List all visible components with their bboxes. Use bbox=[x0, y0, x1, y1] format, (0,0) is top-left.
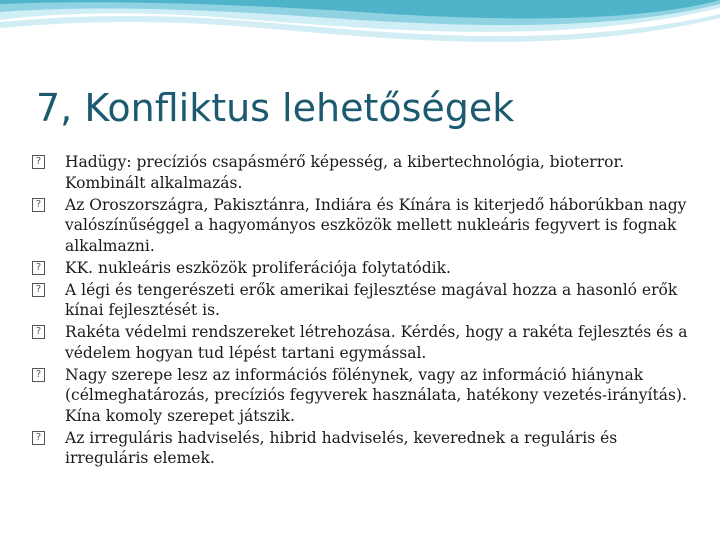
missing-glyph-box-icon: ? bbox=[32, 261, 45, 275]
missing-glyph-box-icon: ? bbox=[32, 155, 45, 169]
bullet-text: Az irreguláris hadviselés, hibrid hadviselés, keverednek a reguláris és irreguláris elemek. bbox=[65, 428, 618, 467]
list-item bbox=[32, 280, 692, 321]
bullet-text: Nagy szerepe lesz az információs fölénynek, vagy az információ hiánynak (célmeghatározás, precíziós fegyverek használata, hatékony vezetés-irányítás). Kína komoly szerepet játszik. bbox=[65, 365, 687, 425]
missing-glyph-box-icon: ? bbox=[32, 368, 45, 382]
list-item bbox=[32, 428, 692, 469]
missing-glyph-box-icon: ? bbox=[32, 325, 45, 339]
bullet-text: Rakéta védelmi rendszereket létrehozása. Kérdés, hogy a rakéta fejlesztés és a védelem hogyan tud lépést tartani egymással. bbox=[65, 323, 688, 362]
bullet-text: KK. nukleáris eszközök proliferációja folytatódik. bbox=[65, 258, 451, 277]
bullet-text: Az Oroszországra, Pakisztánra, Indiára és Kínára is kiterjedő háborúkban nagy valószínűséggel a hagyományos eszközök mellett nukleáris fegyvert is fognak alkalmazni. bbox=[65, 195, 687, 255]
list-item bbox=[32, 322, 692, 363]
bullet-list bbox=[32, 152, 692, 470]
missing-glyph-box-icon: ? bbox=[32, 198, 45, 212]
bullet-text: A légi és tengerészeti erők amerikai fejlesztése magával hozza a hasonló erők kínai fejlesztését is. bbox=[65, 280, 678, 319]
missing-glyph-box-icon: ? bbox=[32, 431, 45, 445]
header-wave-decoration bbox=[0, 0, 720, 70]
list-item bbox=[32, 195, 692, 257]
list-item bbox=[32, 365, 692, 427]
list-item bbox=[32, 258, 692, 279]
slide-title: 7, Konfliktus lehetőségek bbox=[36, 86, 515, 130]
bullet-text: Hadügy: precíziós csapásmérő képesség, a kibertechnológia, bioterror. Kombinált alkalmazás. bbox=[65, 153, 625, 192]
list-item bbox=[32, 152, 692, 193]
missing-glyph-box-icon: ? bbox=[32, 283, 45, 297]
